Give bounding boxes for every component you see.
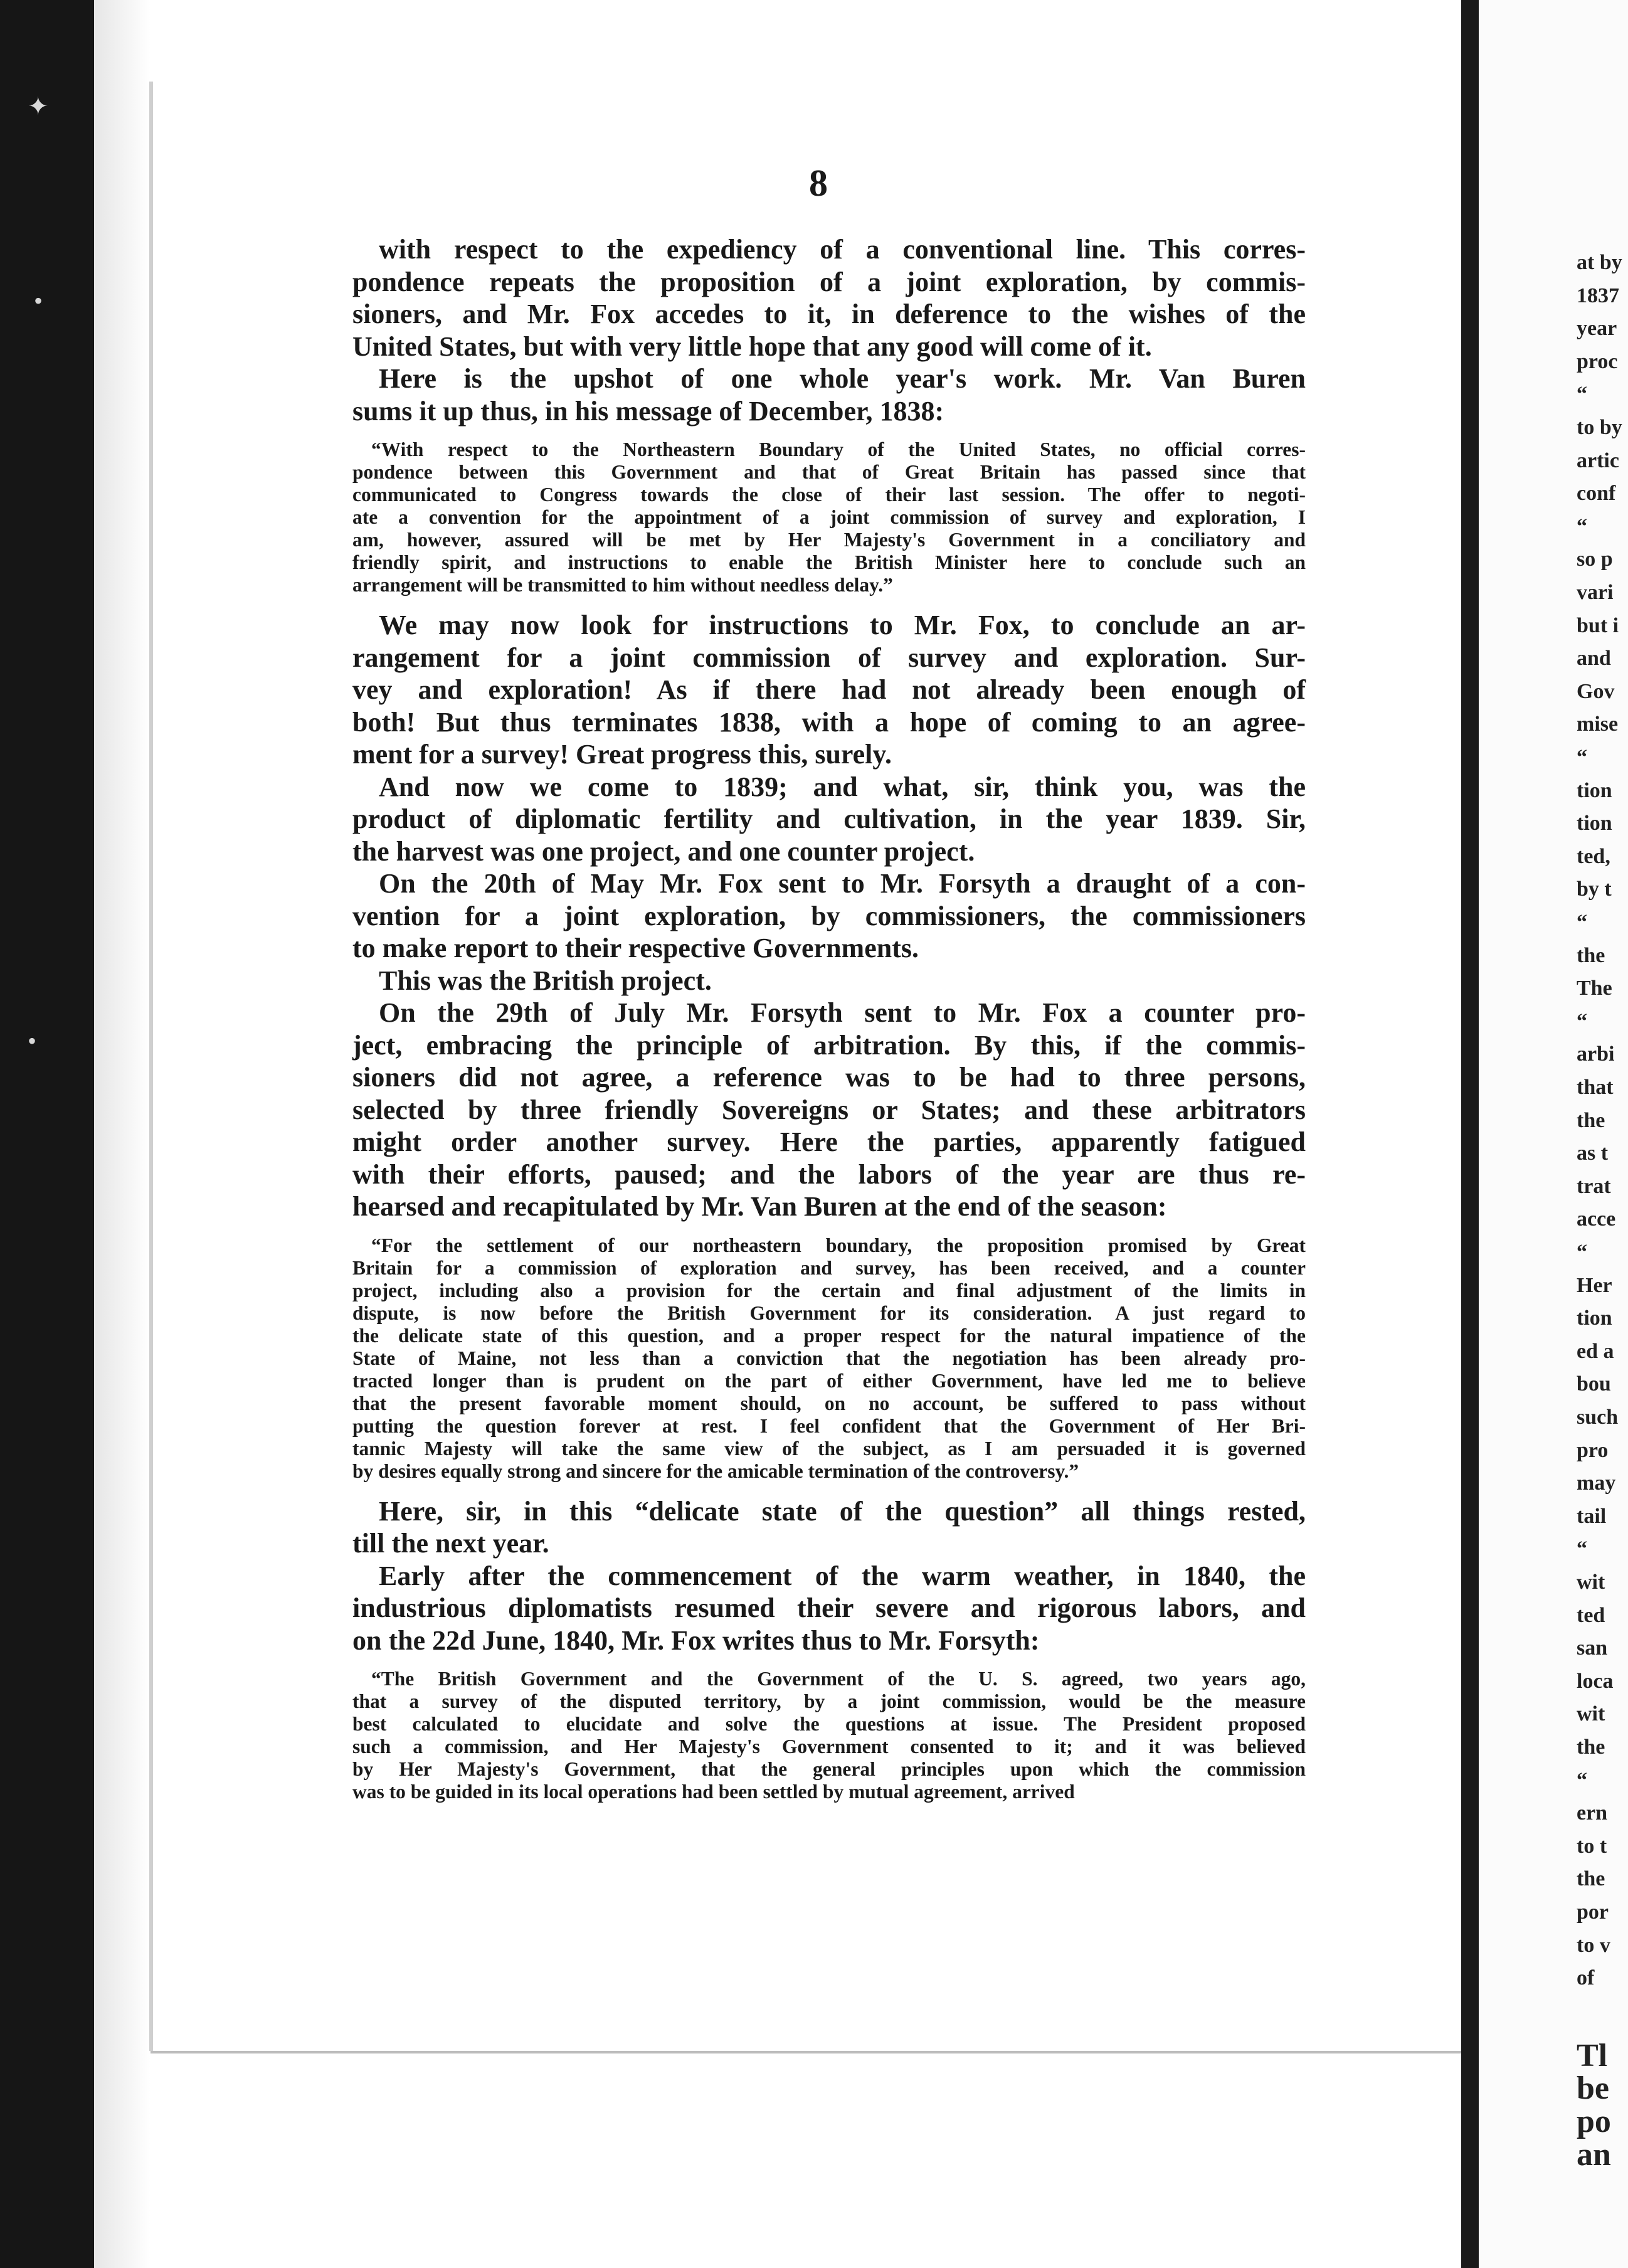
text-line: On the 20th of May Mr. Fox sent to Mr. Forsyth a draught of a con-	[379, 868, 1306, 899]
adjacent-text-fragment: by t	[1577, 877, 1612, 901]
adjacent-text-fragment: to t	[1577, 1834, 1607, 1858]
body-paragraph	[352, 867, 1306, 965]
text-line: project, including also a provision for the certain and final adjustment of the limits in	[352, 1279, 1306, 1301]
adjacent-text-fragment: “	[1577, 746, 1587, 769]
adjacent-text-fragment: artic	[1577, 448, 1619, 472]
adjacent-text-fragment: to by	[1577, 416, 1622, 439]
adjacent-text-fragment: the	[1577, 1867, 1605, 1891]
adjacent-text-fragment: The	[1577, 977, 1612, 1000]
text-line: State of Maine, not less than a conviction that the negotiation has been already pro-	[352, 1347, 1306, 1369]
adjacent-text-fragment: year	[1577, 317, 1617, 341]
scan-speck: ✦	[28, 92, 49, 120]
text-line: by desires equally strong and sincere for the amicable termination of the controversy.”	[352, 1460, 1079, 1482]
adjacent-text-fragment: the	[1577, 1735, 1605, 1759]
text-line: pondence repeats the proposition of a joint exploration, by commis-	[352, 266, 1306, 297]
text-line: am, however, assured will be met by Her Majesty's Government in a conciliatory and	[352, 529, 1306, 551]
text-line: communicated to Congress towards the close of their last session. The offer to negoti-	[352, 484, 1306, 506]
body-paragraph	[352, 965, 1306, 997]
book-gutter	[1461, 0, 1479, 2268]
adjacent-text-fragment: acce	[1577, 1207, 1616, 1231]
text-line: with respect to the expediency of a conventional line. This corres-	[379, 234, 1306, 265]
text-line: Here, sir, in this “delicate state of the question” all things rested,	[379, 1495, 1306, 1527]
text-line: And now we come to 1839; and what, sir, think you, was the	[379, 771, 1306, 802]
text-line: with their efforts, paused; and the labors of the year are thus re-	[352, 1158, 1306, 1190]
text-line: best calculated to elucidate and solve the questions at issue. The President proposed	[352, 1713, 1306, 1735]
text-line: industrious diplomatists resumed their severe and rigorous labors, and	[352, 1592, 1306, 1623]
adjacent-text-fragment: “	[1577, 1009, 1587, 1033]
scan-speck: •	[34, 287, 43, 315]
scan-speck: •	[28, 1027, 37, 1055]
text-line: Early after the commencement of the warm weather, in 1840, the	[379, 1560, 1306, 1591]
adjacent-text-fragment: vari	[1577, 581, 1614, 604]
adjacent-page-peek	[1479, 0, 1628, 2268]
text-line: ment for a survey! Great progress this, surely.	[352, 739, 892, 770]
text-line: by Her Majesty's Government, that the general principles upon which the commission	[352, 1758, 1306, 1780]
text-line: product of diplomatic fertility and cultivation, in the year 1839. Sir,	[352, 803, 1306, 834]
adjacent-text-fragment: and	[1577, 647, 1611, 670]
text-line: was to be guided in its local operations had been settled by mutual agreement, arrived	[352, 1781, 1075, 1803]
text-line: rangement for a joint commission of survey and exploration. Sur-	[352, 642, 1306, 673]
body-paragraph	[352, 1560, 1306, 1657]
text-line: tannic Majesty will take the same view of the subject, as I am persuaded it is governed	[352, 1437, 1306, 1460]
text-line: “With respect to the Northeastern Boundary of the United States, no official corres-	[371, 438, 1306, 460]
text-line: pondence between this Government and that of Great Britain has passed since that	[352, 461, 1306, 483]
adjacent-text-fragment: tail	[1577, 1504, 1607, 1528]
adjacent-text-fragment: of	[1577, 1966, 1595, 1990]
adjacent-text-fragment: so p	[1577, 548, 1613, 571]
text-line: to make report to their respective Governments.	[352, 933, 919, 963]
adjacent-text-fragment: wit	[1577, 1571, 1605, 1594]
adjacent-text-fragment: ted	[1577, 1603, 1605, 1627]
adjacent-text-fragment: as t	[1577, 1142, 1609, 1165]
body-paragraph	[352, 363, 1306, 427]
adjacent-text-fragment: ted,	[1577, 844, 1610, 868]
text-line: ject, embracing the principle of arbitration. By this, if the commis-	[352, 1029, 1306, 1061]
text-line: On the 29th of July Mr. Forsyth sent to Mr. Fox a counter pro-	[379, 997, 1306, 1028]
text-line: dispute, is now before the British Government for its consideration. A just regard to	[352, 1301, 1306, 1324]
adjacent-text-fragment: mise	[1577, 713, 1619, 736]
text-line: that the present favorable moment should, on no account, be suffered to pass without	[352, 1392, 1306, 1414]
text-line: United States, but with very little hope that any good will come of it.	[352, 331, 1152, 362]
text-line: “The British Government and the Government of the U. S. agreed, two years ago,	[371, 1668, 1306, 1690]
adjacent-text-fragment: arbi	[1577, 1042, 1615, 1066]
adjacent-text-fragment: an	[1577, 2136, 1611, 2173]
adjacent-text-fragment: bou	[1577, 1372, 1611, 1396]
body-paragraph	[352, 609, 1306, 771]
adjacent-text-fragment: that	[1577, 1076, 1614, 1099]
text-line: selected by three friendly Sovereigns or States; and these arbitrators	[352, 1094, 1306, 1125]
text-line: putting the question forever at rest. I feel confident that the Government of Her Bri-	[352, 1414, 1306, 1437]
text-line: “For the settlement of our northeastern boundary, the proposition promised by Great	[371, 1234, 1306, 1256]
block-quote	[352, 1668, 1306, 1803]
adjacent-text-fragment: Her	[1577, 1273, 1612, 1297]
adjacent-text-fragment: por	[1577, 1900, 1609, 1924]
adjacent-text-fragment: san	[1577, 1636, 1608, 1660]
adjacent-text-fragment: proc	[1577, 349, 1618, 373]
adjacent-text-fragment: ed a	[1577, 1339, 1614, 1363]
adjacent-text-fragment: tion	[1577, 812, 1612, 835]
text-line: Here is the upshot of one whole year's work. Mr. Van Buren	[379, 363, 1306, 394]
text-line: sioners, and Mr. Fox accedes to it, in deference to the wishes of the	[352, 299, 1306, 329]
adjacent-text-fragment: tion	[1577, 1306, 1612, 1330]
body-paragraph	[352, 233, 1306, 363]
text-line: tracted longer than is prudent on the part of either Government, have led me to believe	[352, 1369, 1306, 1392]
text-line: We may now look for instructions to Mr. Fox, to conclude an ar-	[379, 610, 1306, 640]
body-paragraph	[352, 1495, 1306, 1560]
adjacent-text-fragment: tion	[1577, 778, 1612, 802]
adjacent-text-fragment: pro	[1577, 1438, 1609, 1462]
adjacent-text-fragment: po	[1577, 2104, 1611, 2139]
text-line: vey and exploration! As if there had not already been enough of	[352, 674, 1306, 705]
adjacent-text-fragment: “	[1577, 911, 1587, 934]
scanner-bed-left	[0, 0, 94, 2268]
page-edge-shadow	[94, 0, 151, 2268]
adjacent-text-fragment: Gov	[1577, 679, 1615, 703]
body-paragraph	[352, 997, 1306, 1223]
text-line: sums it up thus, in his message of December, 1838:	[352, 395, 944, 427]
adjacent-text-fragment: “	[1577, 514, 1587, 538]
adjacent-text-fragment: “	[1577, 1537, 1587, 1561]
adjacent-text-fragment: “	[1577, 1768, 1587, 1792]
text-line: on the 22d June, 1840, Mr. Fox writes thus to Mr. Forsyth:	[352, 1624, 1040, 1656]
text-line: sioners did not agree, a reference was to be had to three persons,	[352, 1062, 1306, 1093]
adjacent-text-fragment: may	[1577, 1471, 1616, 1495]
text-line: Britain for a commission of exploration and survey, has been received, and a counter	[352, 1256, 1306, 1279]
text-line: that a survey of the disputed territory, by a joint commission, would be the measure	[352, 1690, 1306, 1712]
text-line: ate a convention for the appointment of a joint commission of survey and exploration, I	[352, 506, 1306, 528]
adjacent-text-fragment: conf	[1577, 482, 1616, 506]
text-line: till the next year.	[352, 1528, 549, 1559]
adjacent-text-fragment: such	[1577, 1406, 1619, 1429]
adjacent-text-fragment: 1837	[1577, 284, 1619, 307]
adjacent-text-fragment: “	[1577, 1241, 1587, 1264]
page-binding-rule	[149, 82, 153, 2051]
adjacent-text-fragment: but i	[1577, 613, 1619, 637]
text-line: This was the British project.	[379, 965, 712, 996]
text-line: both! But thus terminates 1838, with a hope of coming to an agree-	[352, 706, 1306, 738]
text-line: vention for a joint exploration, by commissioners, the commissioners	[352, 900, 1306, 931]
adjacent-text-fragment: wit	[1577, 1702, 1605, 1726]
adjacent-text-fragment: loca	[1577, 1669, 1614, 1693]
text-line: such a commission, and Her Majesty's Government consented to it; and it was believed	[352, 1735, 1306, 1757]
adjacent-text-fragment: be	[1577, 2070, 1609, 2107]
adjacent-text-fragment: the	[1577, 943, 1605, 967]
text-line: hearsed and recapitulated by Mr. Van Buren at the end of the season:	[352, 1191, 1167, 1222]
adjacent-text-fragment: the	[1577, 1108, 1605, 1132]
block-quote	[352, 1234, 1306, 1483]
adjacent-text-fragment: “	[1577, 383, 1587, 406]
text-column	[352, 233, 1306, 1816]
adjacent-text-fragment: ern	[1577, 1801, 1608, 1825]
adjacent-text-fragment: to v	[1577, 1933, 1610, 1957]
adjacent-text-fragment: Tl	[1577, 2037, 1608, 2074]
text-line: the delicate state of this question, and a proper respect for the natural impatience of the	[352, 1324, 1306, 1347]
block-quote	[352, 438, 1306, 596]
text-line: friendly spirit, and instructions to enable the British Minister here to conclude such an	[352, 551, 1306, 573]
text-line: might order another survey. Here the parties, apparently fatigued	[352, 1126, 1306, 1157]
body-paragraph	[352, 771, 1306, 868]
adjacent-text-fragment: trat	[1577, 1174, 1611, 1198]
adjacent-text-fragment: at by	[1577, 251, 1622, 274]
text-line: arrangement will be transmitted to him without needless delay.”	[352, 574, 893, 596]
page-bottom-rule	[151, 2051, 1461, 2053]
page-number: 8	[809, 162, 828, 204]
text-line: the harvest was one project, and one counter project.	[352, 835, 975, 867]
